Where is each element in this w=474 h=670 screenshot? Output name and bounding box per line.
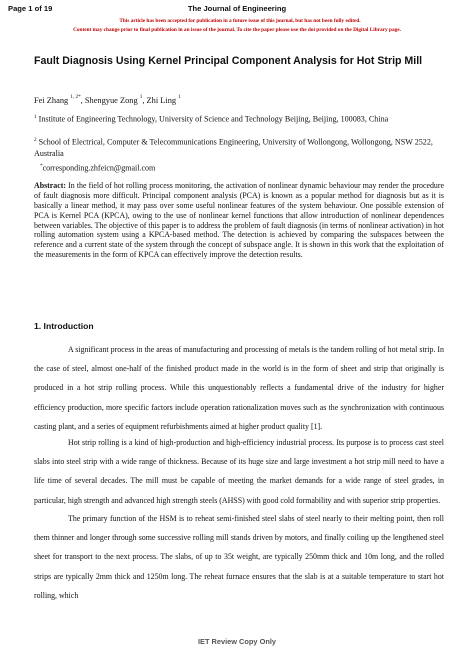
publication-notice-line1: This article has been accepted for publication in a future issue of this journal, but has not been fully edited.: [119, 18, 361, 24]
corresponding-email[interactable]: [40, 163, 155, 173]
section-heading: 1. Introduction: [34, 321, 94, 331]
abstract-text: In the field of hot rolling process monitoring, the activation of nonlinear dynamic behaviour may render the procedure of fault diagnosis more difficult. Principal component analysis (PCA) is known as a popular method for diagnosis but as it is basically a linear method, it may pass over some useful nonlinear features of the system behaviour. One possible extension of PCA is Kernel PCA (KPCA), owing to the use of nonlinear kernel functions that allow introduction of nonlinear dependences between variables. The objective of this paper is to address the problem of fault diagnosis (in terms of nonlinear activation) in hot rolling automation system using a KPCA-based method. The detection is achieved by comparing the subspaces between the reference and a current state of the system through the concept of subspace angle. It is shown in this work that the exploitation of the measurements in the form of KPCA can effectively improve the detection results.: [34, 181, 444, 260]
author-affiliation-mark: 1: [139, 94, 143, 100]
body-paragraph: The primary function of the HSM is to reheat semi-finished steel slabs of steel nearly to their melting point, then roll them thinner and longer through some successive rolling mill stands driven by motors, and finally coiling up the lengthened steel sheet for transport to the next process. The slabs, of up to 35t weight, are typically 250mm thick and 10m long, and the rolled strips are typically 2mm thick and 1250m long. The reheat furnace ensures that the slab is at a suitable temperature to start hot rolling, which: [34, 514, 444, 600]
body-paragraph: A significant process in the areas of manufacturing and processing of metals is the tandem rolling of hot metal strip. In the case of steel, almost one-half of the finished product made in the world is in the form of sheet and strip that originally is produced in a hot strip rolling process. While this unquestionably reflects a fundamental drive of the industry for higher efficiency production, more specific factors include operation rationalization moves such as the synchronization with continuous casting plant, and a series of equipment refurbishments aimed at higher product quality [1].: [34, 345, 444, 431]
affiliation: [34, 114, 444, 126]
affiliation-text: Institute of Engineering Technology, University of Science and Technology Beijing, Beijing, 100083, China: [38, 114, 389, 124]
author-affiliation-mark: 1: [178, 94, 181, 100]
page-number: Page 1 of 19: [8, 4, 53, 13]
author-list: Fei Zhang $^{1, 2*}$, Shengyue Zong $^1$, Zhi Ling $^1$: [34, 94, 181, 105]
affiliation-mark: 1: [34, 114, 37, 120]
email-link[interactable]: corresponding.zhfeicn@gmail.com: [42, 163, 156, 173]
affiliation-text: School of Electrical, Computer & Telecommunications Engineering, University of Wollongong, Wollongong, NSW 2522, Australia: [34, 137, 433, 158]
paper-title: Fault Diagnosis Using Kernel Principal Component Analysis for Hot Strip Mill: [34, 55, 423, 67]
journal-name: The Journal of Engineering: [187, 4, 287, 13]
abstract-label: Abstract:: [34, 181, 66, 190]
affiliation: [34, 137, 444, 160]
author-affiliation-mark: 1, 2*: [70, 94, 81, 100]
corresponding-mark: *: [40, 163, 43, 169]
abstract: [34, 181, 444, 260]
affiliation-mark: 2: [34, 137, 37, 143]
publication-notice-line2: Content may change prior to final publication in an issue of the journal. To cite the paper please use the doi provided on the Digital Library page.: [73, 27, 401, 33]
author-name: Zhi Ling: [146, 95, 177, 105]
author-name: Shengyue Zong: [84, 95, 138, 105]
author-name: Fei Zhang: [34, 95, 69, 105]
body-paragraph: Hot strip rolling is a kind of high-production and high-efficiency industrial process. Its purpose is to process cast steel slabs into steel strip with a wide range of thickness. Because of its huge size and large investment a hot strip mill need to have a life time of several decades. The mill must be capable of meeting the market demands for a wide range of steel grades, in particular, high strength and advanced high strength steels (AHSS) with good cold formability and with superior strip properties.: [34, 438, 444, 505]
review-copy-footer: IET Review Copy Only: [197, 637, 277, 646]
